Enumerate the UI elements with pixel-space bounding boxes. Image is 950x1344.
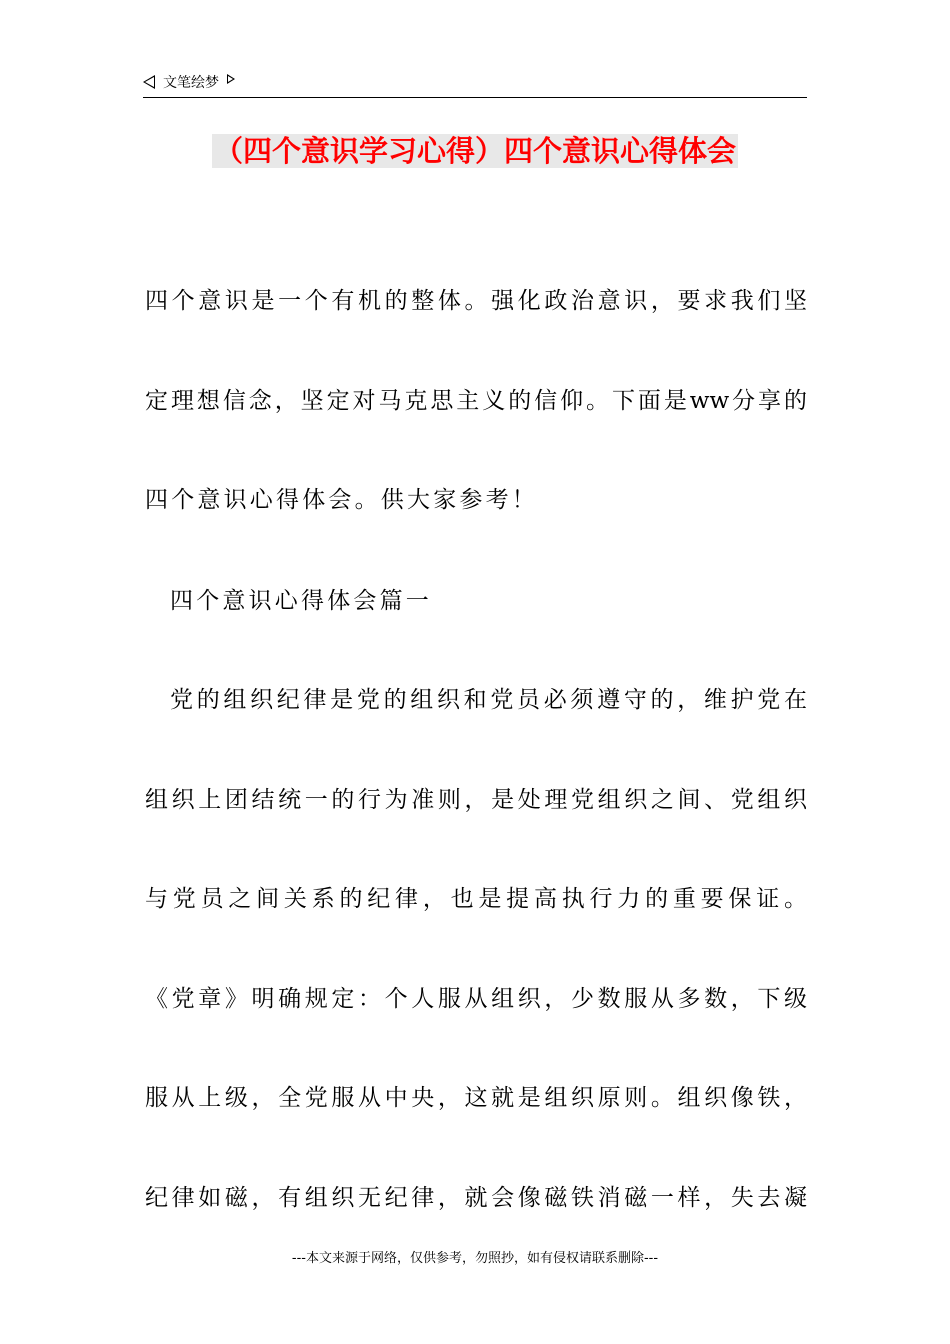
header-divider <box>143 97 807 98</box>
body-line: 服从上级，全党服从中央，这就是组织原则。组织像铁， <box>145 1085 807 1111</box>
document-title-text: （四个意识学习心得）四个意识心得体会 <box>213 134 736 168</box>
body-line: 纪律如磁，有组织无纪律，就会像磁铁消磁一样，失去凝 <box>145 1185 807 1211</box>
body-line: 与党员之间关系的纪律，也是提高执行力的重要保证。 <box>145 886 807 912</box>
document-title <box>0 132 950 170</box>
triangle-right-icon <box>227 74 235 84</box>
body-line: 组织上团结统一的行为准则，是处理党组织之间、党组织 <box>145 787 807 813</box>
section-heading: 四个意识心得体会篇一 <box>170 588 432 614</box>
triangle-left-icon <box>143 75 155 89</box>
header-brand <box>143 70 235 94</box>
brand-label: 文笔绘梦 <box>163 75 219 91</box>
body-line: 四个意识是一个有机的整体。强化政治意识，要求我们坚 <box>145 288 807 314</box>
footer-disclaimer: ---本文来源于网络，仅供参考，勿照抄，如有侵权请联系删除--- <box>291 1251 659 1266</box>
body-line: 定理想信念，坚定对马克思主义的信仰。下面是ww分享的 <box>145 388 807 414</box>
body-line: 四个意识心得体会。供大家参考！ <box>145 487 538 513</box>
body-line: 党的组织纪律是党的组织和党员必须遵守的，维护党在 <box>170 687 807 713</box>
body-line: 《党章》明确规定：个人服从组织，少数服从多数，下级 <box>145 986 807 1012</box>
